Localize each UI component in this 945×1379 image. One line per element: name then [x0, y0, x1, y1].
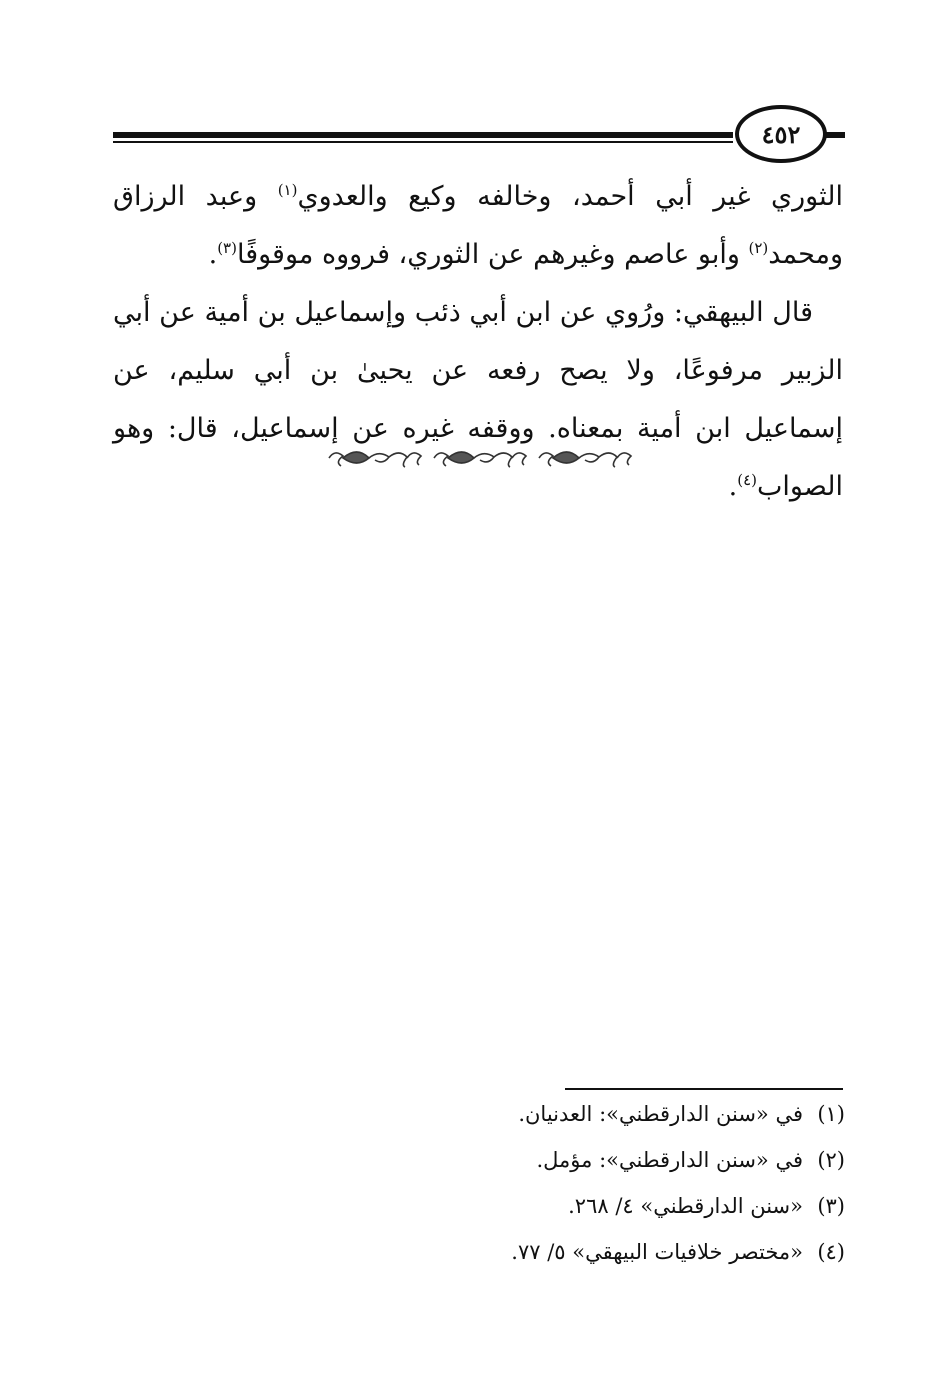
footnote-text: «مختصر خلافيات البيهقي» ٥/ ٧٧.	[511, 1240, 803, 1264]
footnote-number: (٢)	[817, 1148, 845, 1172]
header-rule-thin	[113, 141, 733, 143]
footnote	[300, 1240, 845, 1286]
footnotes	[300, 1102, 845, 1286]
ornament-motif	[329, 452, 421, 467]
section-end-ornament	[325, 445, 635, 471]
footnote-separator	[565, 1088, 843, 1090]
text-segment: وعبد الرزاق ومحمد	[113, 181, 843, 270]
page-header	[113, 105, 845, 165]
footnote-text: في «سنن الدارقطني»: مؤمل.	[536, 1148, 803, 1172]
footnote-reference: (٤)	[737, 471, 757, 489]
ornament-motif	[539, 452, 631, 467]
footnote-number: (٤)	[817, 1240, 845, 1264]
text-segment: الثوري غير أبي أحمد، وخالفه وكيع والعدوي	[297, 181, 843, 212]
paragraph-2	[113, 284, 843, 516]
footnote-reference: (١)	[277, 181, 298, 199]
footnote	[300, 1148, 845, 1194]
text-segment: .	[208, 239, 218, 270]
footnote	[300, 1102, 845, 1148]
footnote-text: «سنن الدارقطني» ٤/ ٢٦٨.	[568, 1194, 803, 1218]
paragraph-1	[113, 168, 843, 284]
footnote-number: (١)	[817, 1102, 845, 1126]
footnote-reference: (٢)	[748, 239, 769, 257]
text-segment: وأبو عاصم وغيرهم عن الثوري، فرووه موقوفًا	[236, 239, 749, 270]
page-number: ٤٥٢	[735, 105, 827, 163]
text-segment: قال البيهقي: ورُوي عن ابن أبي ذئب وإسماعيل بن أمية عن أبي الزبير مرفوعًا، ولا يصح رفعه عن يحيىٰ بن أبي سليم، عن إسماعيل ابن أمية بمعناه. ووقفه غيره عن إسماعيل، قال: وهو الصواب	[113, 297, 843, 502]
footnote-reference: (٣)	[217, 239, 237, 257]
footnote-number: (٣)	[817, 1194, 845, 1218]
footnote	[300, 1194, 845, 1240]
text-segment: .	[728, 471, 738, 502]
header-rule-thick	[113, 132, 733, 138]
footnote-text: في «سنن الدارقطني»: العدنيان.	[518, 1102, 803, 1126]
ornament-motif	[434, 452, 526, 467]
